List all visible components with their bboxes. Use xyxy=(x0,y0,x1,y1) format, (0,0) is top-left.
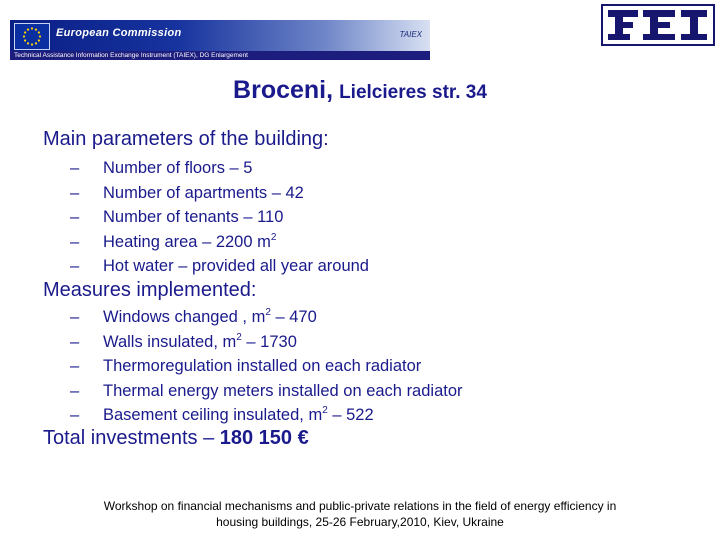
bullet-dash: – xyxy=(70,159,80,177)
list-item-text: Thermoregulation installed on each radiator xyxy=(103,357,422,375)
list-item-text: Windows changed , m xyxy=(103,308,266,326)
list-item xyxy=(70,205,369,230)
parameters-list xyxy=(70,156,369,279)
total-value: 180 150 € xyxy=(219,427,309,449)
bullet-dash: – xyxy=(70,208,80,226)
measures-heading: Measures implemented: xyxy=(43,279,257,301)
bullet-dash: – xyxy=(70,381,80,400)
superscript: 2 xyxy=(236,331,242,343)
ec-title: European Commission xyxy=(56,27,182,39)
ec-subtitle: Technical Assistance Information Exchange Instrument (TAIEX), DG Enlargement xyxy=(14,52,248,59)
bullet-dash: – xyxy=(70,183,80,202)
bullet-dash: – xyxy=(70,332,80,351)
bullet-dash: – xyxy=(70,232,80,251)
bullet-dash: – xyxy=(70,257,80,275)
list-item xyxy=(70,254,369,279)
footer-line-1: Workshop on financial mechanisms and public-private relations in the field of energy efficiency in xyxy=(103,499,617,513)
list-item xyxy=(70,305,463,330)
superscript: 2 xyxy=(270,231,277,243)
slide-title xyxy=(0,76,720,105)
list-item-text: Hot water – provided all year around xyxy=(103,257,369,275)
slide-title-city: Broceni, xyxy=(233,76,334,104)
bullet-dash: – xyxy=(70,406,80,424)
list-item xyxy=(70,354,463,379)
bullet-dash: – xyxy=(70,308,80,326)
footer-line-2: housing buildings, 25-26 February,2010, Kiev, Ukraine xyxy=(216,515,504,529)
slide-title-street: Lielcieres str. 34 xyxy=(339,82,487,103)
european-commission-banner xyxy=(10,20,430,60)
total-label: Total investments – xyxy=(43,427,220,449)
ec-banner-top xyxy=(10,20,430,51)
list-item-value: – 470 xyxy=(270,308,317,326)
eu-flag-icon xyxy=(14,23,50,50)
list-item-text: Number of apartments – 42 xyxy=(103,183,304,202)
superscript: 2 xyxy=(322,405,328,416)
list-item-text: Walls insulated, m xyxy=(103,332,237,351)
list-item xyxy=(70,230,369,255)
list-item xyxy=(70,330,463,355)
list-item xyxy=(70,403,463,428)
list-item xyxy=(70,379,463,404)
list-item-value: – 522 xyxy=(327,406,374,424)
list-item-text: Thermal energy meters installed on each radiator xyxy=(103,381,463,400)
fei-logo-icon xyxy=(601,4,715,46)
list-item xyxy=(70,156,369,181)
superscript: 2 xyxy=(265,307,271,318)
list-item xyxy=(70,181,369,206)
list-item-text: Basement ceiling insulated, m xyxy=(103,406,323,424)
ec-taiex-label: TAIEX xyxy=(399,30,422,39)
bullet-dash: – xyxy=(70,357,80,375)
list-item-text: Number of floors – 5 xyxy=(103,159,253,177)
list-item-text: Number of tenants – 110 xyxy=(103,208,284,226)
list-item-value: – 1730 xyxy=(241,332,297,351)
list-item-text: Heating area – 2200 m xyxy=(103,232,271,251)
footer xyxy=(40,498,680,530)
total-investments xyxy=(43,427,309,450)
ec-subtitle-bar xyxy=(10,51,430,60)
parameters-heading: Main parameters of the building: xyxy=(43,128,329,150)
measures-list xyxy=(70,305,463,428)
